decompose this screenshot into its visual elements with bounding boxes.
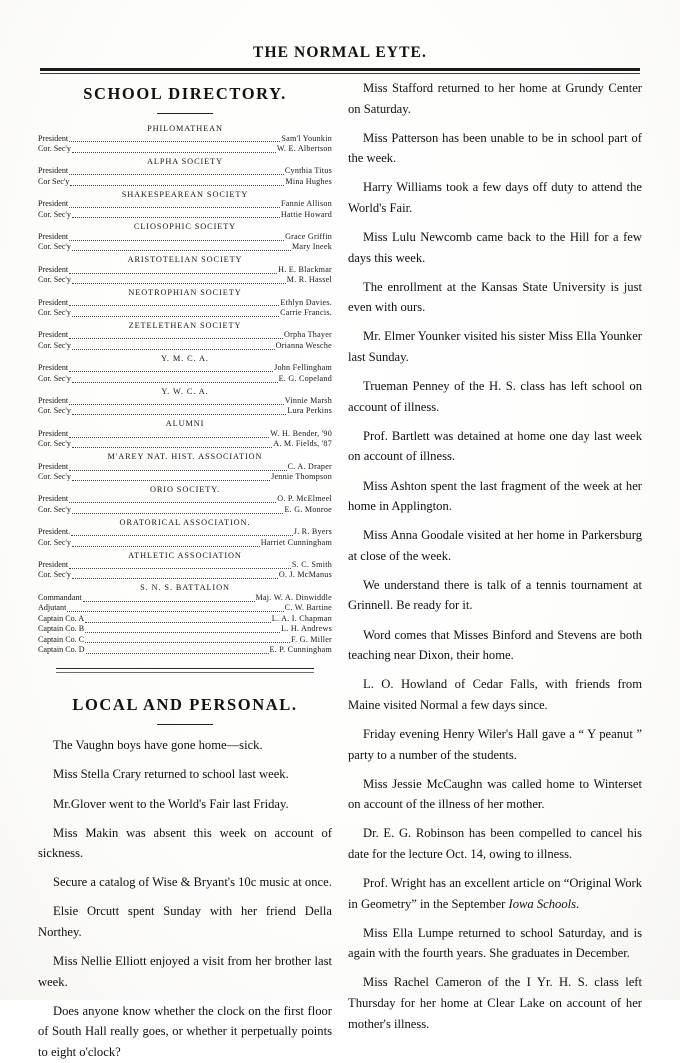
directory-leader-dots	[72, 539, 260, 547]
directory-person: Fannie Allison	[281, 199, 332, 209]
directory-leader-dots	[69, 134, 280, 142]
directory-leader-dots	[69, 233, 284, 241]
directory-group-title: ORIO SOCIETY.	[149, 484, 221, 494]
directory-role: President	[38, 199, 69, 209]
directory-leader-dots	[69, 397, 284, 405]
directory-role: Captain Co. B	[38, 624, 85, 634]
directory-bottom-divider-2	[56, 672, 314, 673]
paragraph: Secure a catalog of Wise & Bryant's 10c music at once.	[53, 875, 332, 890]
directory-leader-dots	[72, 210, 280, 218]
directory-group	[38, 124, 332, 154]
directory-role: Cor. Sec'y	[38, 439, 71, 449]
directory-entry	[38, 298, 332, 308]
directory-entry	[38, 210, 332, 220]
directory-person: Sam'l Younkin	[281, 133, 332, 143]
directory-entry	[38, 363, 332, 373]
directory-leader-dots	[69, 298, 279, 306]
directory-role: Cor. Sec'y	[38, 504, 71, 514]
directory-role: President	[38, 133, 69, 143]
directory-role: Captain Co. D	[38, 644, 85, 654]
directory-group-title: SHAKESPEAREAN SOCIETY	[121, 189, 249, 199]
directory-entry	[38, 527, 332, 537]
paragraph: Harry Williams took a few days off duty to attend the World's Fair.	[348, 180, 642, 215]
directory-person: E. G. Copeland	[278, 373, 332, 383]
directory-person: Ethlyn Davies.	[280, 297, 332, 307]
masthead-divider	[40, 68, 640, 74]
directory-group-title: M'AREY NAT. HIST. ASSOCIATION	[107, 452, 263, 462]
directory-person: Carrie Francis.	[280, 307, 332, 317]
directory-leader-dots	[85, 625, 280, 633]
paragraph: Miss Ella Lumpe returned to school Saturday, and is again with the fourth years. She graduates in December.	[348, 925, 642, 961]
directory-role: Commandant	[38, 592, 82, 602]
directory-group-title: Y. W. C. A.	[161, 386, 209, 396]
directory-person: S. C. Smith	[291, 560, 332, 570]
directory-leader-dots	[72, 506, 284, 514]
paragraph: Trueman Penney of the H. S. class has left school on account of illness.	[348, 379, 642, 414]
paragraph: Mr. Elmer Younker visited his sister Miss Ella Younker last Sunday.	[348, 329, 642, 365]
directory-group	[38, 583, 332, 655]
directory-role: President	[38, 461, 69, 471]
directory-role: President	[38, 396, 69, 405]
directory-group	[38, 190, 332, 220]
paragraph: L. O. Howland of Cedar Falls, with friends from Maine visited Normal a few days since.	[348, 677, 642, 712]
directory-person: O. J. McManus	[278, 570, 332, 580]
local-personal-heading: LOCAL AND PERSONAL.	[72, 695, 298, 715]
directory-group	[38, 255, 332, 285]
paragraph: Does anyone know whether the clock on the first floor of South Hall really goes, or whether it perpetually points to eight o'clock?	[38, 1003, 332, 1059]
directory-entry	[38, 265, 332, 275]
directory-leader-dots	[86, 646, 269, 654]
directory-person: Mina Hughes	[285, 176, 332, 186]
directory-person: J. R. Byers	[293, 527, 332, 537]
directory-leader-dots	[67, 604, 283, 612]
directory-entry	[38, 429, 332, 439]
publication-title: THE NORMAL EYTE.	[253, 44, 427, 61]
directory-role: Captain Co. C	[38, 634, 85, 644]
directory-leader-dots	[72, 440, 272, 448]
page-columns	[0, 78, 680, 1059]
directory-entry	[38, 538, 332, 548]
directory-person: H. E. Blackmar	[278, 264, 332, 274]
directory-leader-dots	[69, 364, 273, 372]
directory-person: Hattie Howard	[280, 209, 332, 219]
directory-entry	[38, 472, 332, 482]
directory-entry	[38, 199, 332, 209]
directory-person: Maj. W. A. Dinwiddle	[255, 592, 332, 602]
directory-entry	[38, 560, 332, 570]
directory-person: Jennie Thompson	[271, 472, 332, 482]
directory-leader-dots	[72, 375, 278, 383]
directory-group	[38, 222, 332, 252]
local-heading-divider	[157, 724, 213, 725]
paragraph: Miss Nellie Elliott enjoyed a visit from her brother last week.	[38, 954, 332, 989]
directory-person: Vinnie Marsh	[284, 396, 332, 405]
directory-person: E. G. Monroe	[284, 504, 332, 514]
directory-entry	[38, 308, 332, 318]
directory-person: W. H. Bender, '90	[270, 428, 332, 438]
directory-person: C. W. Bartine	[284, 603, 332, 613]
local-personal-article	[38, 735, 332, 1062]
paragraph: Miss Makin was absent this week on account of sickness.	[38, 825, 332, 861]
directory-leader-dots	[72, 342, 275, 350]
directory-person: John Fellingham	[274, 363, 332, 373]
paragraph: Prof. Bartlett was detained at home one day last week on account of illness.	[348, 428, 642, 464]
directory-leader-dots	[69, 430, 269, 438]
directory-group-title: S. N. S. BATTALION	[140, 583, 230, 593]
directory-group-title: ALPHA SOCIETY	[146, 156, 223, 166]
directory-entry	[38, 462, 332, 472]
paragraph: Miss Ashton spent the last fragment of the week at her home in Applington.	[348, 478, 642, 514]
directory-entry	[38, 242, 332, 252]
directory-role: President	[38, 264, 69, 274]
paragraph: Miss Anna Goodale visited at her home in Parkersburg at close of the week.	[348, 528, 642, 563]
directory-role: Cor. Sec'y	[38, 340, 71, 350]
directory-entry	[38, 374, 332, 384]
directory-bottom-divider	[56, 668, 314, 669]
directory-leader-dots	[71, 528, 293, 536]
directory-person: Mary Ineek	[291, 242, 332, 252]
paragraph: Miss Stella Crary returned to school last week.	[53, 767, 289, 782]
directory-leader-dots	[69, 200, 280, 208]
directory-entry	[38, 494, 332, 504]
directory-role: President	[38, 231, 69, 241]
directory-group-title: ATHLETIC ASSOCIATION	[128, 550, 242, 560]
paragraph: Miss Lulu Newcomb came back to the Hill for a few days this week.	[348, 230, 642, 265]
directory-entry	[38, 177, 332, 187]
paragraph-text: Prof. Wright has an excellent article on “Original Work in Geometry” in the September	[348, 876, 642, 911]
directory-group-title: ALUMNI	[165, 419, 205, 429]
paragraph: The Vaughn boys have gone home—sick.	[53, 738, 263, 753]
directory-person: O. P. McElmeel	[277, 494, 332, 504]
directory-entry	[38, 624, 332, 634]
directory-leader-dots	[72, 276, 286, 284]
directory-group-title: ZETELETHEAN SOCIETY	[128, 320, 242, 330]
paragraph: The enrollment at the Kansas State University is just even with ours.	[348, 279, 642, 315]
paragraph-text-tail: .	[576, 896, 580, 911]
paragraph	[348, 873, 642, 914]
paragraph: Dr. E. G. Robinson has been compelled to cancel his date for the lecture Oct. 14, owing to illness.	[348, 826, 642, 861]
directory-leader-dots	[72, 145, 276, 153]
news-items-article	[348, 78, 642, 1034]
directory-group-title: ARISTOTELIAN SOCIETY	[127, 255, 243, 265]
directory-entry	[38, 166, 332, 176]
directory-role: Cor. Sec'y	[38, 406, 71, 416]
directory-role: Cor. Sec'y	[38, 209, 71, 219]
directory-leader-dots	[69, 495, 276, 503]
directory-leader-dots	[72, 309, 279, 317]
directory-role: Cor. Sec'y	[38, 242, 71, 252]
directory-role: President	[38, 494, 69, 504]
directory-role: Cor. Sec'y	[38, 143, 71, 153]
directory-leader-dots	[69, 266, 277, 274]
left-column	[38, 78, 332, 1059]
paragraph: Friday evening Henry Wiler's Hall gave a “ Y peanut ” party to a number of the students.	[348, 726, 642, 762]
directory-leader-dots	[69, 463, 287, 471]
paragraph: Miss Patterson has been unable to be in school part of the week.	[348, 130, 642, 166]
paragraph: Miss Stafford returned to her home at Grundy Center on Saturday.	[348, 81, 642, 116]
directory-group-title: CLIOSOPHIC SOCIETY	[133, 222, 237, 232]
directory-entry	[38, 614, 332, 624]
directory-entry	[38, 134, 332, 144]
directory-leader-dots	[72, 571, 278, 579]
directory-leader-dots	[69, 331, 283, 339]
directory-person: M. R. Hassel	[286, 275, 332, 285]
directory-entry	[38, 635, 332, 645]
directory-group	[38, 419, 332, 449]
paragraph: Elsie Orcutt spent Sunday with her friend Della Northey.	[38, 904, 332, 939]
directory-person: Orianna Wesche	[275, 340, 332, 350]
directory-role: Cor. Sec'y	[38, 472, 71, 482]
directory-person: Orpha Thayer	[283, 330, 332, 340]
paragraph: Miss Rachel Cameron of the I Yr. H. S. class left Thursday for her home at Clear Lake on account of her mother's illness.	[348, 975, 642, 1031]
directory-person: Cynthia Titus	[284, 166, 332, 176]
directory-entry	[38, 603, 332, 613]
directory-leader-dots	[85, 635, 290, 643]
directory-entry	[38, 341, 332, 351]
directory-entry	[38, 439, 332, 449]
directory-role: President	[38, 166, 69, 176]
directory-group	[38, 518, 332, 548]
directory-entry	[38, 330, 332, 340]
heading-divider	[157, 113, 213, 114]
directory-entry	[38, 570, 332, 580]
school-directory	[38, 124, 332, 655]
directory-entry	[38, 593, 332, 603]
directory-person: Lura Perkins	[287, 406, 332, 416]
directory-role: Cor. Sec'y	[38, 570, 71, 580]
directory-person: Grace Griffin	[285, 231, 332, 241]
directory-role: Captain Co. A	[38, 613, 85, 623]
directory-role: President	[38, 297, 69, 307]
directory-role: Cor. Sec'y	[38, 373, 71, 383]
directory-group-title: NEOTROPHIAN SOCIETY	[128, 288, 242, 298]
paragraph: Word comes that Misses Binford and Stevens are both teaching near Dixon, their home.	[348, 627, 642, 663]
paragraph: Mr.Glover went to the World's Fair last Friday.	[53, 796, 289, 811]
directory-group	[38, 321, 332, 351]
directory-role: President	[38, 428, 69, 438]
directory-person: L. A. I. Chapman	[271, 613, 332, 623]
directory-group	[38, 452, 332, 482]
directory-leader-dots	[72, 473, 270, 481]
directory-entry	[38, 645, 332, 655]
directory-entry	[38, 505, 332, 515]
directory-role: Cor Sec'y	[38, 176, 70, 186]
directory-group	[38, 354, 332, 384]
directory-entry	[38, 144, 332, 154]
directory-person: W. E. Albertson	[276, 143, 332, 153]
masthead	[0, 0, 680, 74]
directory-role: President	[38, 560, 69, 570]
directory-group-title: ORATORICAL ASSOCIATION.	[119, 517, 251, 527]
directory-leader-dots	[70, 178, 284, 186]
directory-role: Cor. Sec'y	[38, 275, 71, 285]
directory-role: President.	[38, 527, 71, 537]
directory-group	[38, 387, 332, 417]
directory-entry	[38, 275, 332, 285]
directory-person: E. P. Cunningham	[269, 644, 332, 654]
directory-person: F. G. Miller	[290, 634, 332, 644]
school-directory-heading: SCHOOL DIRECTORY.	[83, 84, 287, 103]
directory-leader-dots	[72, 243, 291, 251]
directory-person: L. H. Andrews	[281, 624, 332, 634]
directory-person: C. A. Draper	[287, 461, 332, 471]
directory-role: President	[38, 363, 69, 373]
directory-group-title: Y. M. C. A.	[161, 353, 209, 363]
directory-leader-dots	[69, 561, 291, 569]
directory-entry	[38, 396, 332, 406]
paragraph: We understand there is talk of a tennis tournament at Grinnell. Be ready for it.	[348, 577, 642, 613]
directory-role: President	[38, 330, 69, 340]
directory-group	[38, 157, 332, 187]
directory-leader-dots	[83, 594, 255, 602]
publication-name-italic: Iowa Schools	[508, 896, 577, 911]
directory-group	[38, 288, 332, 318]
directory-group	[38, 485, 332, 515]
directory-person: Harriet Cunningham	[260, 537, 332, 547]
directory-leader-dots	[69, 167, 284, 175]
paragraph: Miss Jessie McCaughn was called home to Winterset on account of the illness of her mother.	[348, 776, 642, 812]
directory-entry	[38, 232, 332, 242]
directory-leader-dots	[85, 615, 271, 623]
right-column	[348, 78, 642, 1031]
directory-group	[38, 551, 332, 581]
directory-group-title: PHILOMATHEAN	[147, 124, 223, 133]
directory-person: A. M. Fields, '87	[273, 439, 332, 449]
directory-role: Adjutant	[38, 603, 67, 613]
directory-entry	[38, 406, 332, 416]
directory-role: Cor. Sec'y	[38, 537, 71, 547]
directory-leader-dots	[72, 407, 286, 415]
directory-role: Cor. Sec'y	[38, 307, 71, 317]
